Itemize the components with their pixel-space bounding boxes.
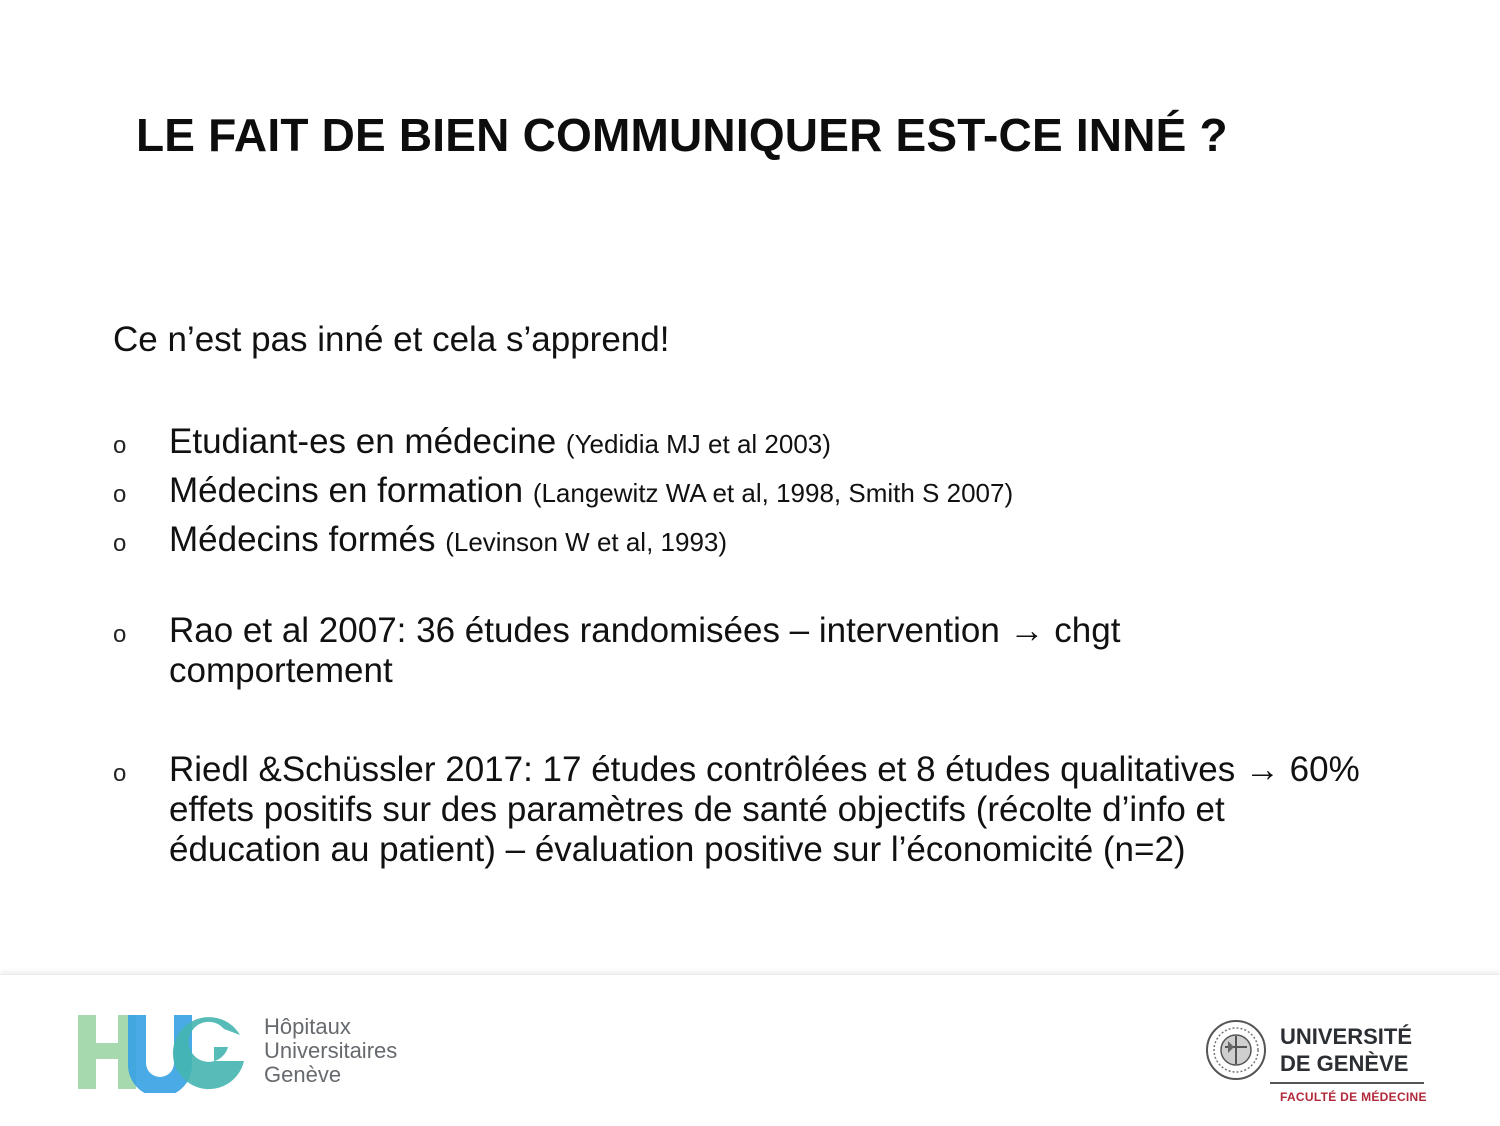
hug-name: Hôpitaux Universitaires Genève	[264, 1014, 398, 1087]
bullet-marker: o	[113, 530, 127, 557]
unige-seal-icon	[1205, 1019, 1267, 1081]
bullet-reference: (Levinson W et al, 1993)	[445, 527, 728, 557]
footer	[0, 974, 1500, 1126]
bullet-text: Riedl &Schüssler 2017: 17 études contrôlées et 8 études qualitatives → 60% effets positifs sur des paramètres de santé objectifs (récolte d’info et éducation au patient) – évaluation positive sur l’économicité (n=2)	[169, 750, 1360, 869]
bullet-text: Etudiant-es en médecine	[169, 422, 557, 461]
bullet-reference: (Yedidia MJ et al 2003)	[565, 429, 831, 459]
bullet-marker: o	[113, 432, 127, 459]
unige-name: UNIVERSITÉ DE GENÈVE	[1280, 1024, 1413, 1076]
bullet-marker: o	[113, 481, 127, 508]
divider	[1270, 1082, 1424, 1084]
hug-logo	[78, 1013, 248, 1093]
bullet-text: Médecins formés	[169, 520, 436, 559]
bullet-text: Médecins en formation	[169, 471, 524, 510]
bullet-marker: o	[113, 621, 127, 648]
bullet-text: Rao et al 2007: 36 études randomisées – intervention → chgt comportement	[169, 611, 1121, 690]
bullet-marker: o	[113, 760, 127, 787]
intro-text: Ce n’est pas inné et cela s’apprend!	[113, 320, 670, 359]
slide-title: LE FAIT DE BIEN COMMUNIQUER EST-CE INNÉ ?	[136, 109, 1228, 161]
unige-faculty: FACULTÉ DE MÉDECINE	[1280, 1090, 1427, 1104]
bullet-reference: (Langewitz WA et al, 1998, Smith S 2007)	[532, 478, 1014, 508]
